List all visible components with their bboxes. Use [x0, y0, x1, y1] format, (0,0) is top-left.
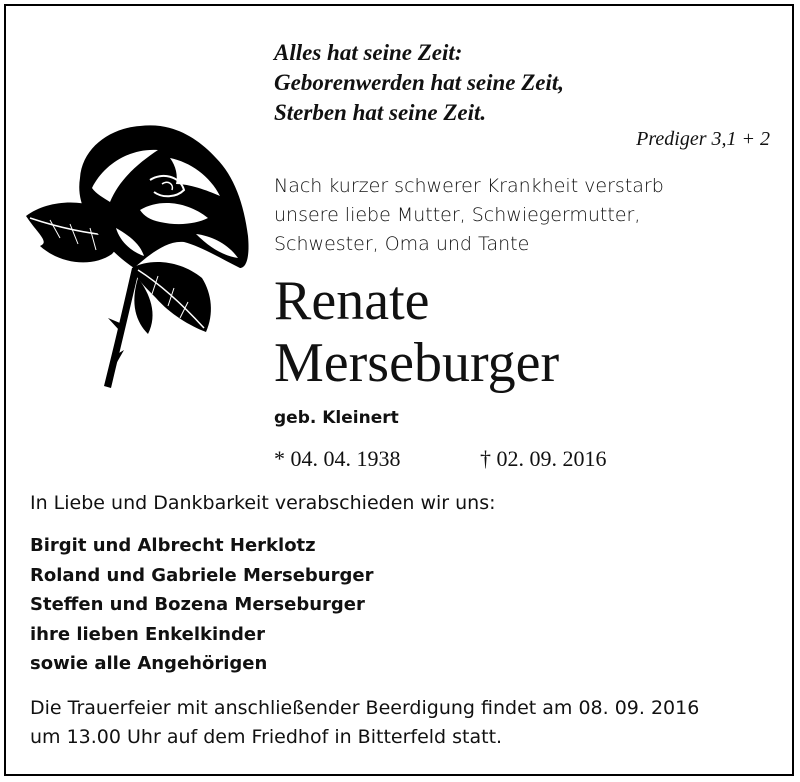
mourners-list	[30, 531, 373, 679]
birth-date: * 04. 04. 1938	[274, 446, 401, 471]
death-date: † 02. 09. 2016	[480, 446, 607, 471]
intro-line: Schwester, Oma und Tante	[274, 233, 530, 255]
mourner-entry: Steffen und Bozena Merseburger	[30, 594, 365, 615]
funeral-info	[30, 694, 699, 752]
first-name: Renate	[274, 270, 430, 332]
rose-icon	[20, 118, 252, 390]
intro-line: Nach kurzer schwerer Krankheit verstarb	[274, 175, 664, 197]
intro-line: unsere liebe Mutter, Schwiegermutter,	[274, 204, 641, 226]
maiden-name: geb. Kleinert	[274, 408, 399, 428]
quote-line: Geborenwerden hat seine Zeit,	[274, 70, 565, 95]
farewell-text: In Liebe und Dankbarkeit verabschieden wir uns:	[30, 492, 496, 514]
mourner-entry: sowie alle Angehörigen	[30, 653, 268, 674]
last-name: Merseburger	[274, 332, 560, 394]
mourner-entry: Roland und Gabriele Merseburger	[30, 564, 374, 586]
intro-text	[274, 172, 664, 259]
mourner-entry: Birgit und Albrecht Herklotz	[30, 535, 316, 556]
life-dates	[274, 446, 607, 472]
quote-source: Prediger 3,1 + 2	[636, 128, 770, 150]
funeral-line: um 13.00 Uhr auf dem Friedhof in Bitterfeld statt.	[30, 726, 503, 748]
obituary-notice	[4, 4, 794, 776]
deceased-name	[274, 270, 559, 394]
quote-line: Sterben hat seine Zeit.	[274, 100, 487, 125]
bible-quote	[274, 38, 564, 128]
quote-line: Alles hat seine Zeit:	[274, 40, 463, 65]
mourner-entry: ihre lieben Enkelkinder	[30, 623, 265, 645]
funeral-line: Die Trauerfeier mit anschließender Beerdigung findet am 08. 09. 2016	[30, 697, 700, 719]
